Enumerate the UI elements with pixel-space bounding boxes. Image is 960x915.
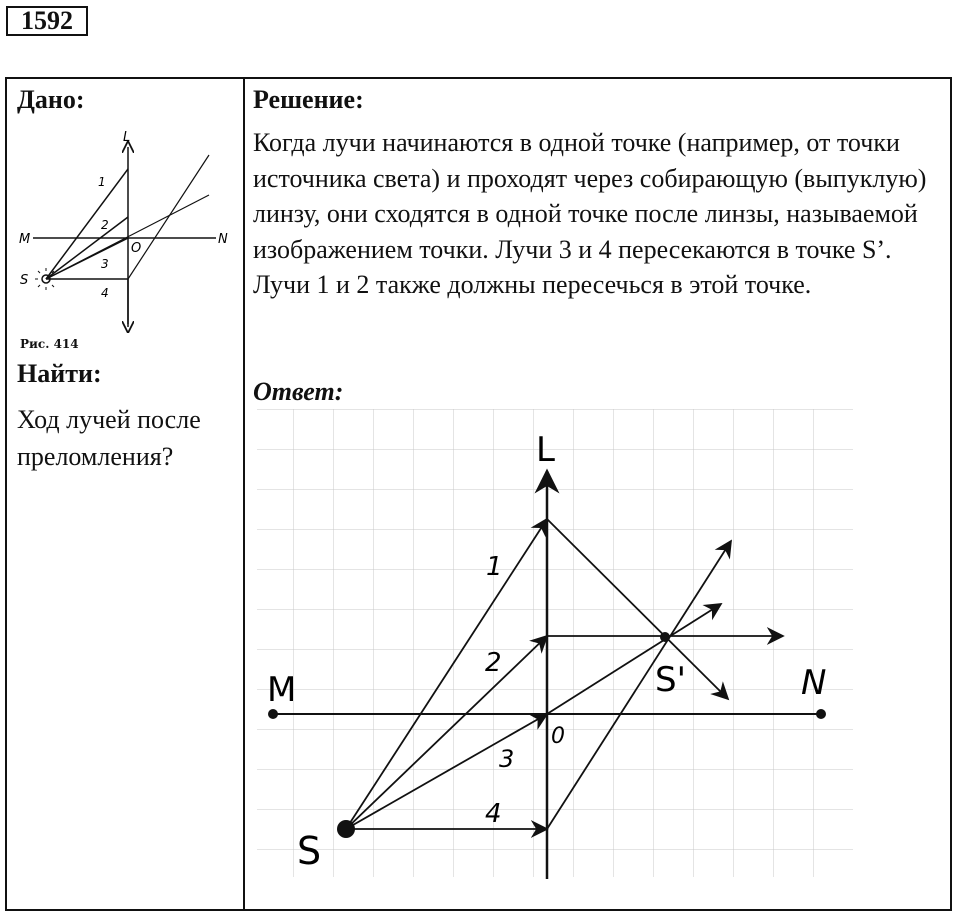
find-heading: Найти: xyxy=(17,359,102,388)
label-ray-3: 3 xyxy=(101,257,109,271)
solution-table xyxy=(5,77,952,911)
label-M: M xyxy=(267,670,297,710)
construction-line-1 xyxy=(128,155,209,279)
label-O: O xyxy=(131,241,142,256)
ray-1 xyxy=(46,169,128,279)
label-S-image: S' xyxy=(655,660,686,700)
find-text: Ход лучей после преломления? xyxy=(17,405,201,471)
label-S: S xyxy=(20,273,29,288)
column-divider xyxy=(243,79,245,909)
label-O: 0 xyxy=(551,724,565,749)
answer-heading: Ответ: xyxy=(253,377,344,406)
label-ray-3: 3 xyxy=(499,745,515,773)
point-N xyxy=(816,709,826,719)
label-ray-2: 2 xyxy=(485,648,502,678)
point-S-image xyxy=(660,632,670,642)
label-L: L xyxy=(536,430,555,470)
label-ray-2: 2 xyxy=(101,218,109,232)
label-M: M xyxy=(19,232,31,247)
label-N: N xyxy=(801,663,827,703)
figure-caption: Рис. 414 xyxy=(20,337,79,351)
point-S xyxy=(337,820,355,838)
given-heading: Дано: xyxy=(17,85,85,114)
label-ray-1: 1 xyxy=(98,175,106,189)
label-ray-4: 4 xyxy=(485,799,502,829)
solution-heading: Решение: xyxy=(253,85,364,114)
problem-number: 1592 xyxy=(6,6,88,36)
label-N: N xyxy=(218,232,228,247)
point-M xyxy=(268,709,278,719)
label-ray-4: 4 xyxy=(101,286,109,300)
solution-text: Когда лучи начинаются в одной точке (например, от точки источника света) и проходят через собирающую (выпуклую) линзу, они сходятся в одной точке после линзы, называемой изображением точки. Лучи 3 и 4 пересекаются в точке S’. Лучи 1 и 2 также должны пересечься в этой точке. xyxy=(253,128,927,299)
label-ray-1: 1 xyxy=(486,552,503,582)
label-L: L xyxy=(123,130,131,145)
label-S: S xyxy=(297,829,322,873)
graph-paper-grid xyxy=(257,409,853,877)
ray-2 xyxy=(46,217,128,279)
answer-figure xyxy=(253,409,853,879)
